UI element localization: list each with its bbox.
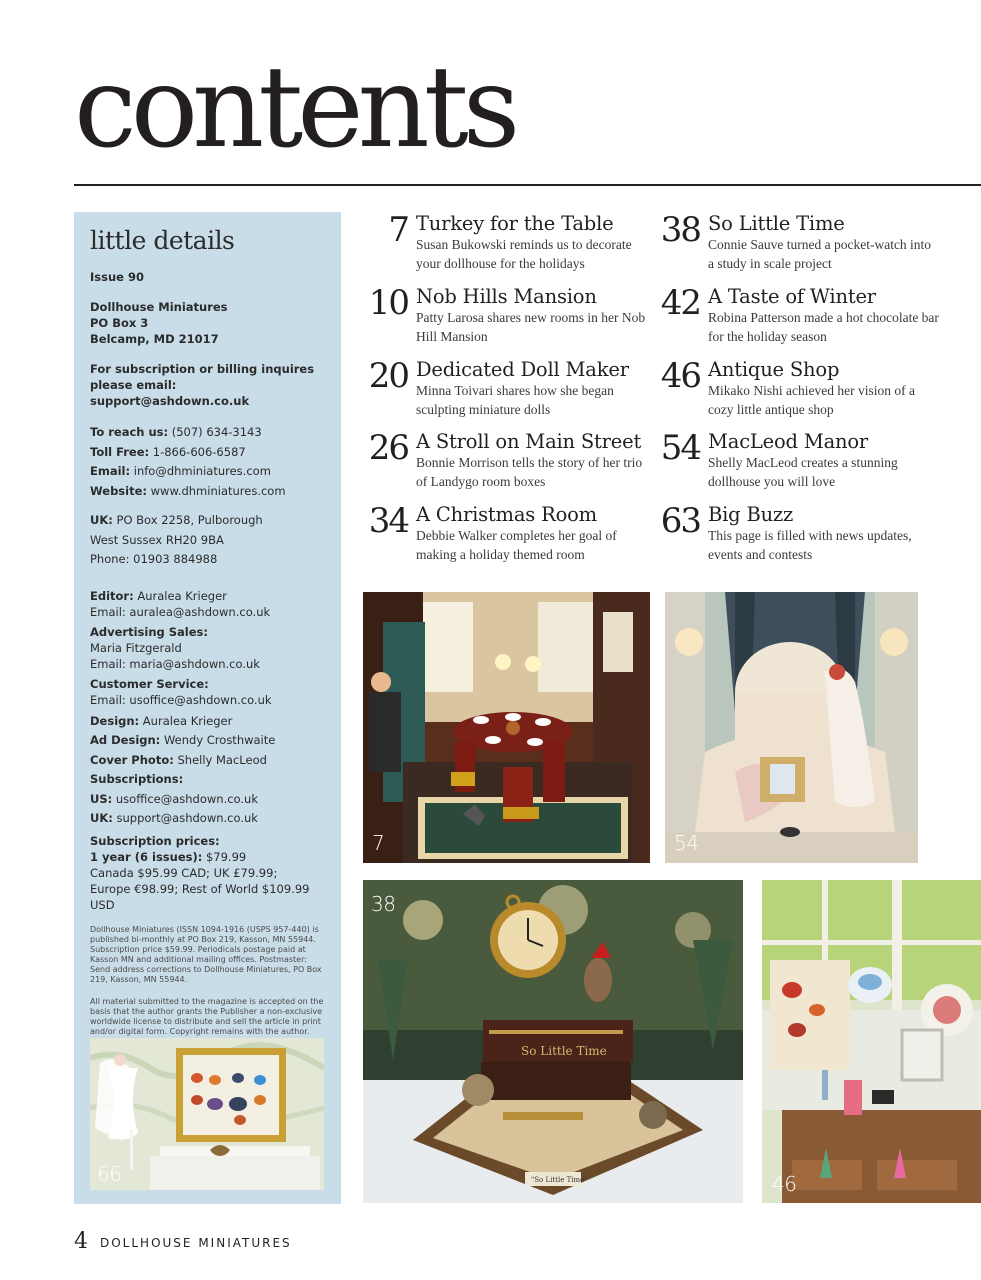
toc-item[interactable] <box>364 285 654 357</box>
toc-title: A Christmas Room <box>416 503 597 526</box>
contact-lines <box>90 423 326 501</box>
pocket-watch-photo <box>363 880 743 1203</box>
toc-title: MacLeod Manor <box>708 430 869 453</box>
toc-description: Susan Bukowski reminds us to decorate your dollhouse for the holidays <box>416 237 632 271</box>
toc-item[interactable] <box>364 212 654 284</box>
toc-item[interactable] <box>656 285 946 357</box>
little-details-sidebar <box>74 212 341 1204</box>
mailing-address: Dollhouse Miniatures PO Box 3 Belcamp, MD 21017 <box>90 300 228 346</box>
bedroom-photo <box>665 592 918 863</box>
toc-page-number: 63 <box>660 501 700 541</box>
toc-description: This page is filled with news updates, events and contests <box>708 528 912 562</box>
antique-shop-photo <box>762 880 981 1203</box>
website-line: Website: www.dhminiatures.com <box>90 483 286 498</box>
publication-notice: Dollhouse Miniatures (ISSN 1094-1916 (USPS 957-440) is published bi-monthly at PO Box 219, Kasson, MN 55944. Subscription price $59.99. Periodicals postage paid at Kasson MN and additional mailing offices. Postmaster: Send address corrections to Dollhouse Miniatures, PO Box 219, Kasson, MN 55944. <box>90 924 322 984</box>
toc-item[interactable] <box>656 430 946 502</box>
reach-us-line: To reach us: (507) 634-3143 <box>90 425 262 439</box>
dining-room-photo <box>363 592 650 863</box>
toc-page-number: 42 <box>660 283 700 323</box>
toc-item[interactable] <box>656 212 946 284</box>
toc-description: Debbie Walker completes her goal of making a holiday themed room <box>416 528 617 562</box>
toc-description: Connie Sauve turned a pocket-watch into a study in scale project <box>708 237 932 271</box>
toc-page-number: 10 <box>368 283 408 323</box>
toc-title: Turkey for the Table <box>416 212 614 235</box>
photo-page-label: 46 <box>772 1172 797 1196</box>
toc-page-number: 34 <box>368 501 408 541</box>
svg-text:So Little Time: So Little Time <box>521 1044 607 1058</box>
toc-description: Bonnie Morrison tells the story of her trio of Landygo room boxes <box>416 455 643 489</box>
issue-number: Issue 90 <box>90 270 144 284</box>
toc-page-number: 54 <box>660 428 700 468</box>
sidebar-title: little details <box>90 226 235 255</box>
toll-free-line: Toll Free: 1-866-606-6587 <box>90 444 246 459</box>
subscription-prices: Subscription prices: 1 year (6 issues): $79.99 Canada $95.99 CAD; UK £79.99; Europe €98.99; Rest of World $109.99 USD <box>90 833 310 912</box>
toc-title: So Little Time <box>708 212 845 235</box>
toc-title: Nob Hills Mansion <box>416 285 597 308</box>
folio-publication-name: DOLLHOUSE MINIATURES <box>100 1236 292 1250</box>
uk-office: UK: PO Box 2258, Pulborough West Sussex RH20 9BA Phone: 01903 884988 <box>90 513 263 566</box>
folio-page-number: 4 <box>74 1229 88 1254</box>
toc-page-number: 26 <box>368 428 408 468</box>
staff-credits: Editor: Auralea Krieger Email: auralea@ashdown.co.uk Advertising Sales: Maria Fitzgerald Email: maria@ashdown.co.uk Customer Service: Email: usoffice@ashdown.co.uk Design: Auralea Krieger Ad Design: Wendy Crosthwaite Cover Photo: Shelly MacLeod Subscriptions: US: usoffice@ashdown.co.uk UK: support@ashdown.co.uk <box>90 588 276 825</box>
toc-description: Robina Patterson made a hot chocolate bar for the holiday season <box>708 310 939 344</box>
toc-title: Big Buzz <box>708 503 794 526</box>
toc-item[interactable] <box>364 503 654 575</box>
toc-description: Minna Toivari shares how she began sculpting miniature dolls <box>416 383 614 417</box>
photo-page-label: 7 <box>372 831 385 855</box>
page-title: contents <box>74 43 515 173</box>
toc-title: Dedicated Doll Maker <box>416 358 629 381</box>
toc-title: Antique Shop <box>708 358 840 381</box>
toc-page-number: 7 <box>388 210 408 250</box>
toc-description: Patty Larosa shares new rooms in her Nob Hill Mansion <box>416 310 646 344</box>
photo-page-label: 38 <box>371 892 396 916</box>
title-rule <box>74 184 981 186</box>
toc-page-number: 20 <box>368 356 408 396</box>
toc-page-number: 38 <box>660 210 700 250</box>
photo-page-label: 66 <box>97 1162 122 1186</box>
toc-item[interactable] <box>656 503 946 575</box>
copyright-notice: All material submitted to the magazine is accepted on the basis that the author grants the Publisher a non-exclusive worldwide license to distribute and sell the article in print and/or digital form. Copyright remains with the author. <box>90 996 324 1036</box>
toc-page-number: 46 <box>660 356 700 396</box>
butterfly-frame-photo <box>90 1038 324 1190</box>
toc-item[interactable] <box>364 358 654 430</box>
toc-item[interactable] <box>656 358 946 430</box>
email-line: Email: info@dhminiatures.com <box>90 464 271 478</box>
toc-item[interactable] <box>364 430 654 502</box>
svg-text:"So Little Time": "So Little Time" <box>531 1176 588 1184</box>
photo-page-label: 54 <box>674 831 699 855</box>
toc-description: Mikako Nishi achieved her vision of a cozy little antique shop <box>708 383 915 417</box>
toc-description: Shelly MacLeod creates a stunning dollhouse you will love <box>708 455 898 489</box>
subscription-note: For subscription or billing inquires please email: support@ashdown.co.uk <box>90 362 315 408</box>
toc-title: A Taste of Winter <box>708 285 876 308</box>
toc-title: A Stroll on Main Street <box>416 430 642 453</box>
